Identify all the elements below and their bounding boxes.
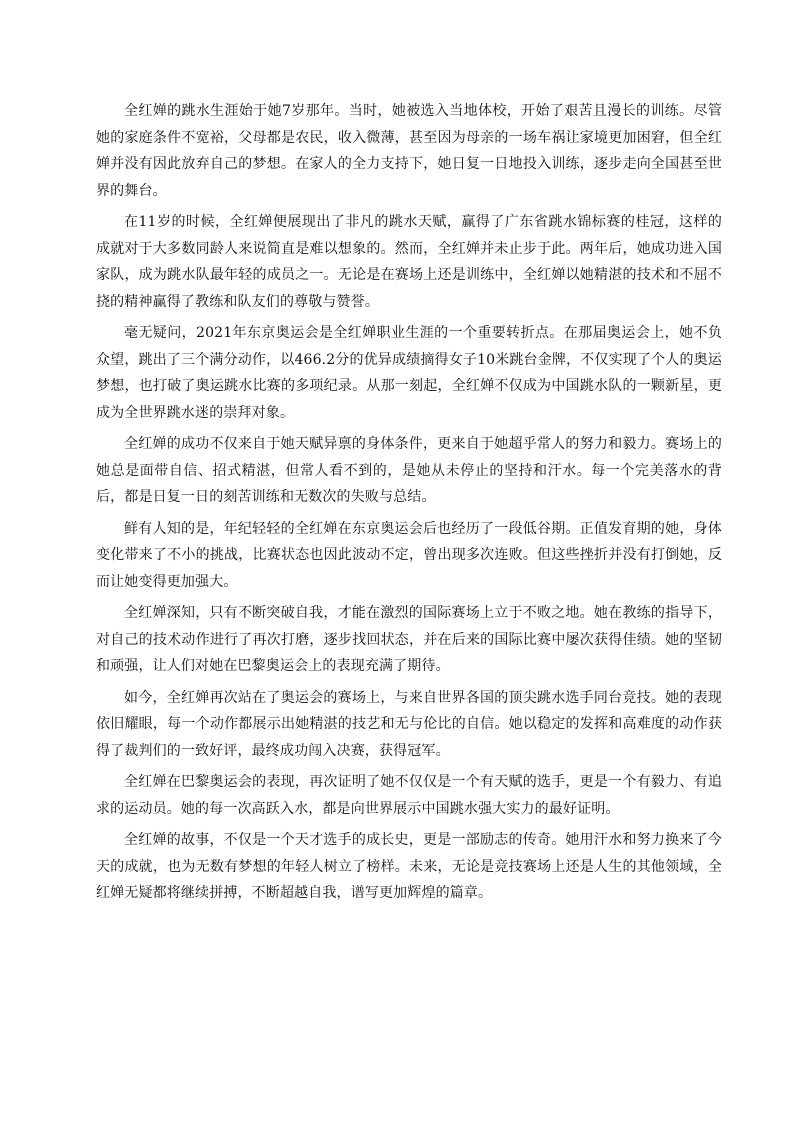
paragraph-8: 全红婵在巴黎奥运会的表现，再次证明了她不仅仅是一个有天赋的选手，更是一个有毅力、有追求的运动员。她的每一次高跃入水，都是向世界展示中国跳水强大实力的最好证明。 (96, 774, 722, 817)
paragraph-1: 全红婵的跳水生涯始于她7岁那年。当时，她被选入当地体校，开始了艰苦且漫长的训练。尽管她的家庭条件不宽裕，父母都是农民，收入微薄，甚至因为母亲的一场车祸让家境更加困窘，但全红婵并没有因此放弃自己的梦想。在家人的全力支持下，她日复一日地投入训练，逐步走向全国甚至世界的舞台。 (96, 103, 722, 199)
paragraph-2: 在11岁的时候，全红婵便展现出了非凡的跳水天赋，赢得了广东省跳水锦标赛的桂冠，这样的成就对于大多数同龄人来说简直是难以想象的。然而，全红婵并未止步于此。两年后，她成功进入国家队，成为跳水队最年轻的成员之一。无论是在赛场上还是训练中，全红婵以她精湛的技术和不屈不挠的精神赢得了教练和队友们的尊敬与赞誉。 (96, 214, 722, 310)
paragraph-5: 鲜有人知的是，年纪轻轻的全红婵在东京奥运会后也经历了一段低谷期。正值发育期的她，身体变化带来了不小的挑战，比赛状态也因此波动不定，曾出现多次连败。但这些挫折并没有打倒她，反而让她变得更加强大。 (96, 520, 722, 590)
paragraph-3: 毫无疑问，2021年东京奥运会是全红婵职业生涯的一个重要转折点。在那届奥运会上，她不负众望，跳出了三个满分动作，以466.2分的优异成绩摘得女子10米跳台金牌，不仅实现了个人的奥运梦想，也打破了奥运跳水比赛的多项纪录。从那一刻起，全红婵不仅成为中国跳水队的一颗新星，更成为全世界跳水迷的崇拜对象。 (96, 325, 722, 421)
paragraph-9: 全红婵的故事，不仅是一个天才选手的成长史，更是一部励志的传奇。她用汗水和努力换来了今天的成就，也为无数有梦想的年轻人树立了榜样。未来，无论是竞技赛场上还是人生的其他领域，全红婵无疑都将继续拼搏，不断超越自我，谱写更加辉煌的篇章。 (96, 832, 722, 901)
paragraph-6: 全红婵深知，只有不断突破自我，才能在激烈的国际赛场上立于不败之地。她在教练的指导下，对自己的技术动作进行了再次打磨，逐步找回状态，并在后来的国际比赛中屡次获得佳绩。她的坚韧和顽强，让人们对她在巴黎奥运会上的表现充满了期待。 (96, 605, 722, 674)
paragraph-4: 全红婵的成功不仅来自于她天赋异禀的身体条件，更来自于她超乎常人的努力和毅力。赛场上的她总是面带自信、招式精湛，但常人看不到的，是她从未停止的坚持和汗水。每一个完美落水的背后，都是日复一日的刻苦训练和无数次的失败与总结。 (96, 436, 722, 505)
article-body (96, 98, 722, 912)
paragraph-7: 如今，全红婵再次站在了奥运会的赛场上，与来自世界各国的顶尖跳水选手同台竞技。她的表现依旧耀眼，每一个动作都展示出她精湛的技艺和无与伦比的自信。她以稳定的发挥和高难度的动作获得了裁判们的一致好评，最终成功闯入决赛，获得冠军。 (96, 689, 722, 759)
